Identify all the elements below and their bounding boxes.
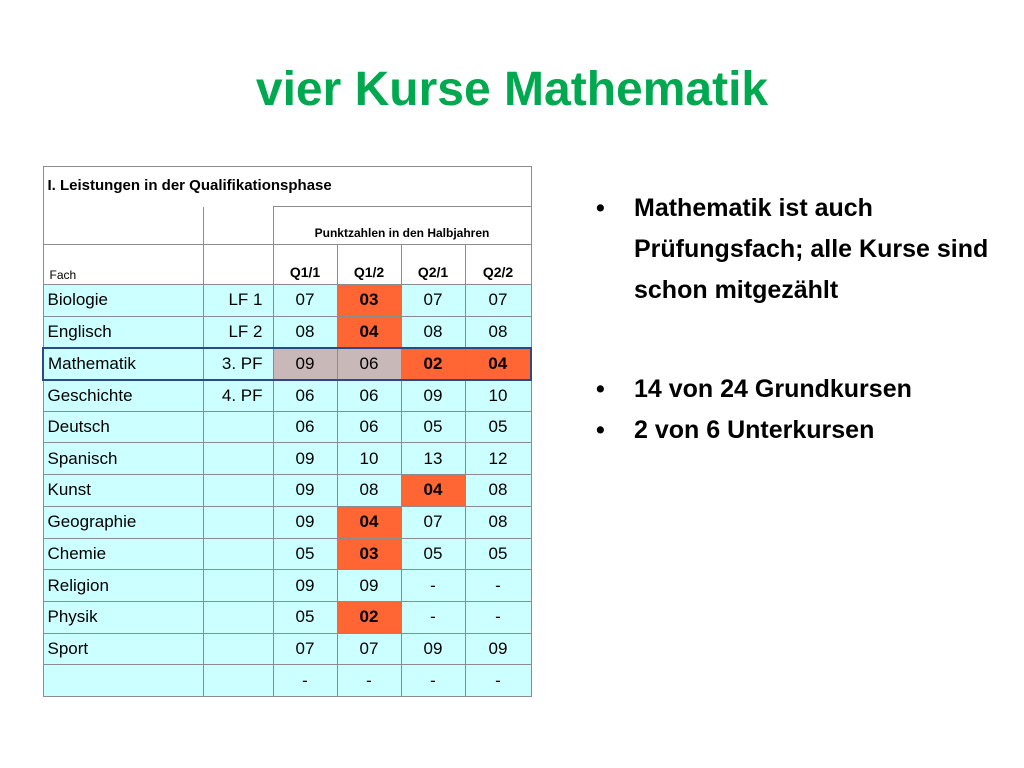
subject-row [43,601,531,633]
subject-name: Physik [43,601,203,633]
points-header: Punktzahlen in den Halbjahren [273,207,531,245]
exam-type [203,633,273,665]
grade-cell: 07 [273,285,337,317]
exam-type [203,411,273,443]
bullet-text: 2 von 6 Unterkursen [634,416,875,444]
grade-cell: 05 [401,538,465,570]
grade-cell: - [401,601,465,633]
grade-cell: 09 [273,506,337,538]
exam-type: LF 1 [203,285,273,317]
grades-table [42,166,532,697]
grade-cell: 10 [465,380,531,412]
grade-cell: - [465,570,531,602]
subject-row [43,665,531,697]
subject-row [43,348,531,380]
grade-cell: 08 [337,475,401,507]
bullet-list [596,188,996,451]
semester-header: Q2/1 [401,245,465,285]
semester-header: Q1/2 [337,245,401,285]
grade-cell: 05 [465,538,531,570]
subject-name: Englisch [43,316,203,348]
grade-cell: 08 [465,316,531,348]
grade-cell: - [337,665,401,697]
grade-cell: 07 [465,285,531,317]
exam-type [203,538,273,570]
subject-name: Biologie [43,285,203,317]
subject-row [43,570,531,602]
grade-cell: - [401,570,465,602]
subject-row [43,380,531,412]
grade-cell: 08 [401,316,465,348]
grade-cell-struck: 03 [337,538,401,570]
subject-name: Kunst [43,475,203,507]
header-blank [43,207,203,245]
grade-cell: 05 [401,411,465,443]
exam-type [203,475,273,507]
grade-cell: 08 [273,316,337,348]
subject-row [43,475,531,507]
exam-type [203,570,273,602]
grade-cell: - [273,665,337,697]
semester-header: Q1/1 [273,245,337,285]
subject-row [43,316,531,348]
grade-cell: - [401,665,465,697]
grade-cell: 09 [401,633,465,665]
grade-cell: 08 [465,475,531,507]
subject-name: Sport [43,633,203,665]
subject-name: Chemie [43,538,203,570]
grade-cell-struck: 02 [401,348,465,380]
grade-cell-struck: 04 [465,348,531,380]
grade-cell: 09 [465,633,531,665]
grade-cell: 10 [337,443,401,475]
grade-cell-struck: 04 [401,475,465,507]
subject-name: Geschichte [43,380,203,412]
header-blank [203,207,273,245]
grade-cell: 06 [337,411,401,443]
bullet-text: 14 von 24 Grundkursen [634,375,912,403]
subject-name: Geographie [43,506,203,538]
grade-cell-struck: 03 [337,285,401,317]
grade-cell: 09 [401,380,465,412]
grade-cell-struck: 04 [337,316,401,348]
grade-cell: 07 [401,506,465,538]
grade-cell: 12 [465,443,531,475]
subject-name: Mathematik [43,348,203,380]
grade-cell: 06 [337,348,401,380]
bullet-text: Mathematik ist auch Prüfungsfach; alle Kurse sind schon mitgezählt [634,194,989,304]
subject-name: Spanisch [43,443,203,475]
grade-cell: 05 [465,411,531,443]
exam-type: LF 2 [203,316,273,348]
semester-header: Q2/2 [465,245,531,285]
slide-title: vier Kurse Mathematik [255,63,769,116]
subject-row [43,506,531,538]
subject-row [43,538,531,570]
grade-cell: 07 [273,633,337,665]
exam-type [203,443,273,475]
grade-cell: 07 [401,285,465,317]
grade-cell-struck: 04 [337,506,401,538]
subject-row [43,411,531,443]
subject-name: Deutsch [43,411,203,443]
grade-cell: 13 [401,443,465,475]
grade-cell: 08 [465,506,531,538]
exam-type: 3. PF [203,348,273,380]
grade-cell: 07 [337,633,401,665]
grade-cell: 06 [273,411,337,443]
exam-type [203,665,273,697]
bullet-item [596,410,996,451]
grade-cell: - [465,665,531,697]
bullet-spacer [596,311,996,369]
subject-name [43,665,203,697]
bullet-item [596,188,996,311]
grade-cell: 09 [273,348,337,380]
grade-cell: - [465,601,531,633]
bullet-dot: • [596,194,605,222]
grades-table-body [43,167,531,697]
grade-cell-struck: 02 [337,601,401,633]
grade-cell: 05 [273,601,337,633]
table-section-title: I. Leistungen in der Qualifikationsphase [43,167,531,207]
bullet-item [596,369,996,410]
fach-header: Fach [43,245,203,285]
grade-cell: 05 [273,538,337,570]
bullet-dot: • [596,375,605,403]
exam-type [203,601,273,633]
exam-type: 4. PF [203,380,273,412]
grade-cell: 06 [337,380,401,412]
subject-row [43,443,531,475]
bullet-dot: • [596,416,605,444]
subject-row [43,285,531,317]
grade-cell: 09 [273,570,337,602]
subject-row [43,633,531,665]
grade-cell: 09 [273,475,337,507]
pf-header [203,245,273,285]
grade-cell: 09 [273,443,337,475]
grade-cell: 09 [337,570,401,602]
subject-name: Religion [43,570,203,602]
exam-type [203,506,273,538]
grade-cell: 06 [273,380,337,412]
